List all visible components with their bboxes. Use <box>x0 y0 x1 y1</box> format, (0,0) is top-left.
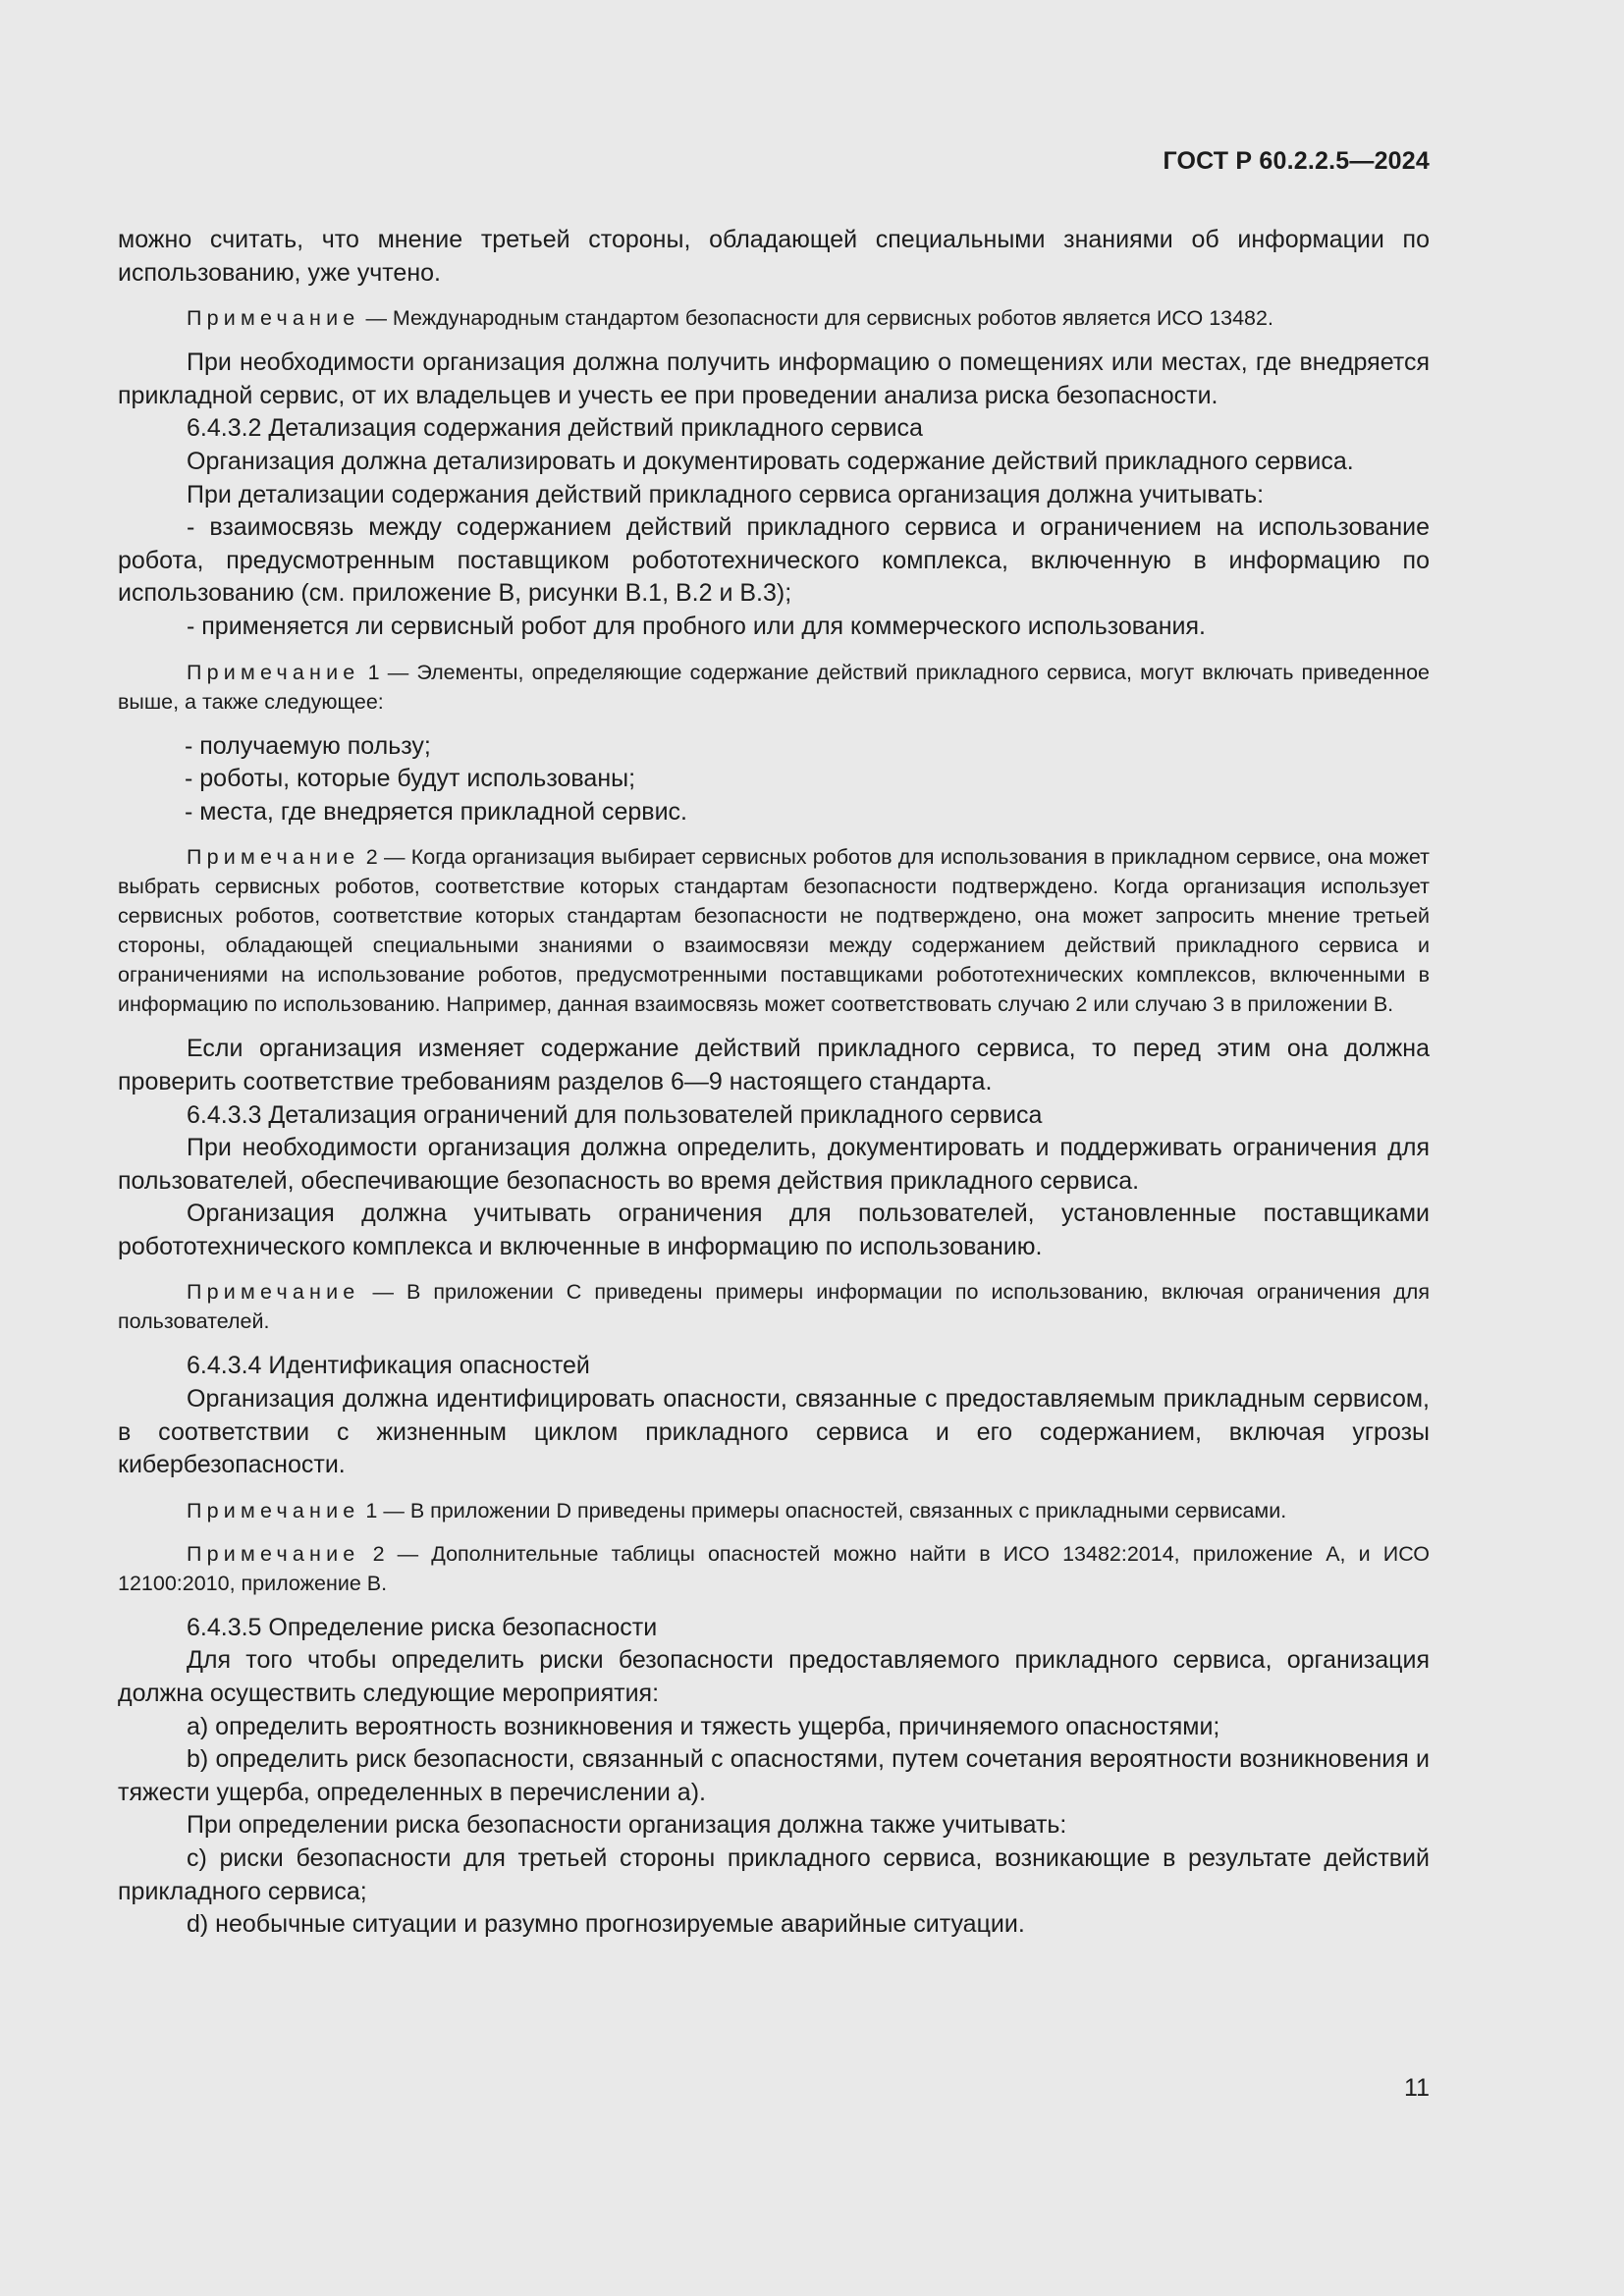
list-item: - применяется ли сервисный робот для пробного или для коммерческого использования. <box>187 612 1206 640</box>
document-page <box>118 0 1430 2296</box>
list-item: d) необычные ситуации и разумно прогнозируемые аварийные ситуации. <box>187 1910 1025 1939</box>
note-text: — Международным стандартом безопасности для сервисных роботов является ИСО 13482. <box>365 306 1273 331</box>
list-item: - роботы, которые будут использованы; <box>185 765 636 793</box>
note <box>118 1539 1430 1598</box>
section-heading-6-4-3-4: 6.4.3.4 Идентификация опасностей <box>187 1352 590 1380</box>
paragraph: При детализации содержания действий прикладного сервиса организация должна учитывать: <box>187 480 1265 508</box>
paragraph: Для того чтобы определить риски безопасности предоставляемого прикладного сервиса, организация должна осуществить следующие мероприятия: <box>118 1646 1430 1708</box>
note-label: Примечание <box>187 845 360 870</box>
paragraph: При определении риска безопасности организация должна также учитывать: <box>187 1811 1067 1840</box>
page-body <box>118 224 1430 1942</box>
note <box>118 303 1430 333</box>
note-text: 1 — В приложении D приведены примеры опасностей, связанных с прикладными сервисами. <box>359 1498 1287 1522</box>
paragraph: Организация должна идентифицировать опасности, связанные с предоставляемым прикладным сервисом, в соответствии с жизненным циклом прикладного сервиса и его содержанием, включая угрозы кибербезопасности. <box>118 1385 1430 1479</box>
standard-code-header: ГОСТ Р 60.2.2.5—2024 <box>1163 147 1430 175</box>
note <box>118 842 1430 1019</box>
paragraph: Если организация изменяет содержание действий прикладного сервиса, то перед этим она должна проверить соответствие требованиям разделов 6—9 настоящего стандарта. <box>118 1035 1430 1095</box>
note-label: Примечание <box>187 1280 360 1305</box>
paragraph: можно считать, что мнение третьей стороны, обладающей специальными знаниями об информации по использованию, уже учтено. <box>118 226 1430 287</box>
note-label: Примечание <box>187 1498 360 1522</box>
list-item: b) определить риск безопасности, связанный с опасностями, путем сочетания вероятности возникновения и тяжести ущерба, определенных в перечислении а). <box>118 1745 1430 1806</box>
note-label: Примечание <box>187 306 360 331</box>
paragraph: Организация должна детализировать и документировать содержание действий прикладного сервиса. <box>187 447 1354 475</box>
section-heading-6-4-3-2: 6.4.3.2 Детализация содержания действий прикладного сервиса <box>187 414 923 443</box>
section-heading-6-4-3-3: 6.4.3.3 Детализация ограничений для пользователей прикладного сервиса <box>187 1100 1043 1129</box>
note-text: 1 — Элементы, определяющие содержание действий прикладного сервиса, могут включать приведенное выше, а также следующее: <box>118 660 1430 714</box>
list-item: - получаемую пользу; <box>185 731 431 760</box>
paragraph: Организация должна учитывать ограничения для пользователей, установленные поставщиками робототехнического комплекса и включенные в информацию по использованию. <box>118 1200 1430 1260</box>
section-heading-6-4-3-5: 6.4.3.5 Определение риска безопасности <box>187 1613 658 1641</box>
note-text: — В приложении С приведены примеры информации по использованию, включая ограничения для пользователей. <box>118 1280 1430 1334</box>
note-label: Примечание <box>187 660 360 684</box>
paragraph: При необходимости организация должна получить информацию о помещениях или местах, где внедряется прикладной сервис, от их владельцев и учесть ее при проведении анализа риска безопасности. <box>118 348 1430 409</box>
list-item: c) риски безопасности для третьей стороны прикладного сервиса, возникающие в результате действий прикладного сервиса; <box>118 1844 1430 1905</box>
note-text: 2 — Когда организация выбирает сервисных роботов для использования в прикладном сервисе, она может выбрать сервисных роботов, соответствие которых стандартам безопасности подтверждено. Когда организация использует сервисных роботов, соответствие которых стандартам безопасности не подтверждено, она может запросить мнение третьей стороны, обладающей специальными знаниями о взаимосвязи между содержанием действий прикладного сервиса и ограничениями на использование роботов, предусмотренными поставщиками робототехнических комплексов, включенными в информацию по использованию. Например, данная взаимосвязь может соответствовать случаю 2 или случаю 3 в приложении В. <box>118 845 1430 1017</box>
list-item: - взаимосвязь между содержанием действий прикладного сервиса и ограничением на использование робота, предусмотренным поставщиком робототехнического комплекса, включенную в информацию по использованию (см. приложение В, рисунки В.1, В.2 и В.3); <box>118 513 1430 608</box>
note-label: Примечание <box>187 1541 360 1566</box>
note-text: 2 — Дополнительные таблицы опасностей можно найти в ИСО 13482:2014, приложение А, и ИСО 12100:2010, приложение В. <box>118 1541 1430 1595</box>
note <box>118 1496 1430 1525</box>
note <box>118 658 1430 717</box>
page-number: 11 <box>1404 2074 1430 2102</box>
list-item: - места, где внедряется прикладной сервис. <box>185 797 687 826</box>
list-item: a) определить вероятность возникновения и тяжесть ущерба, причиняемого опасностями; <box>187 1712 1220 1740</box>
paragraph: При необходимости организация должна определить, документировать и поддерживать ограничения для пользователей, обеспечивающие безопасность во время действия прикладного сервиса. <box>118 1134 1430 1195</box>
note <box>118 1277 1430 1336</box>
